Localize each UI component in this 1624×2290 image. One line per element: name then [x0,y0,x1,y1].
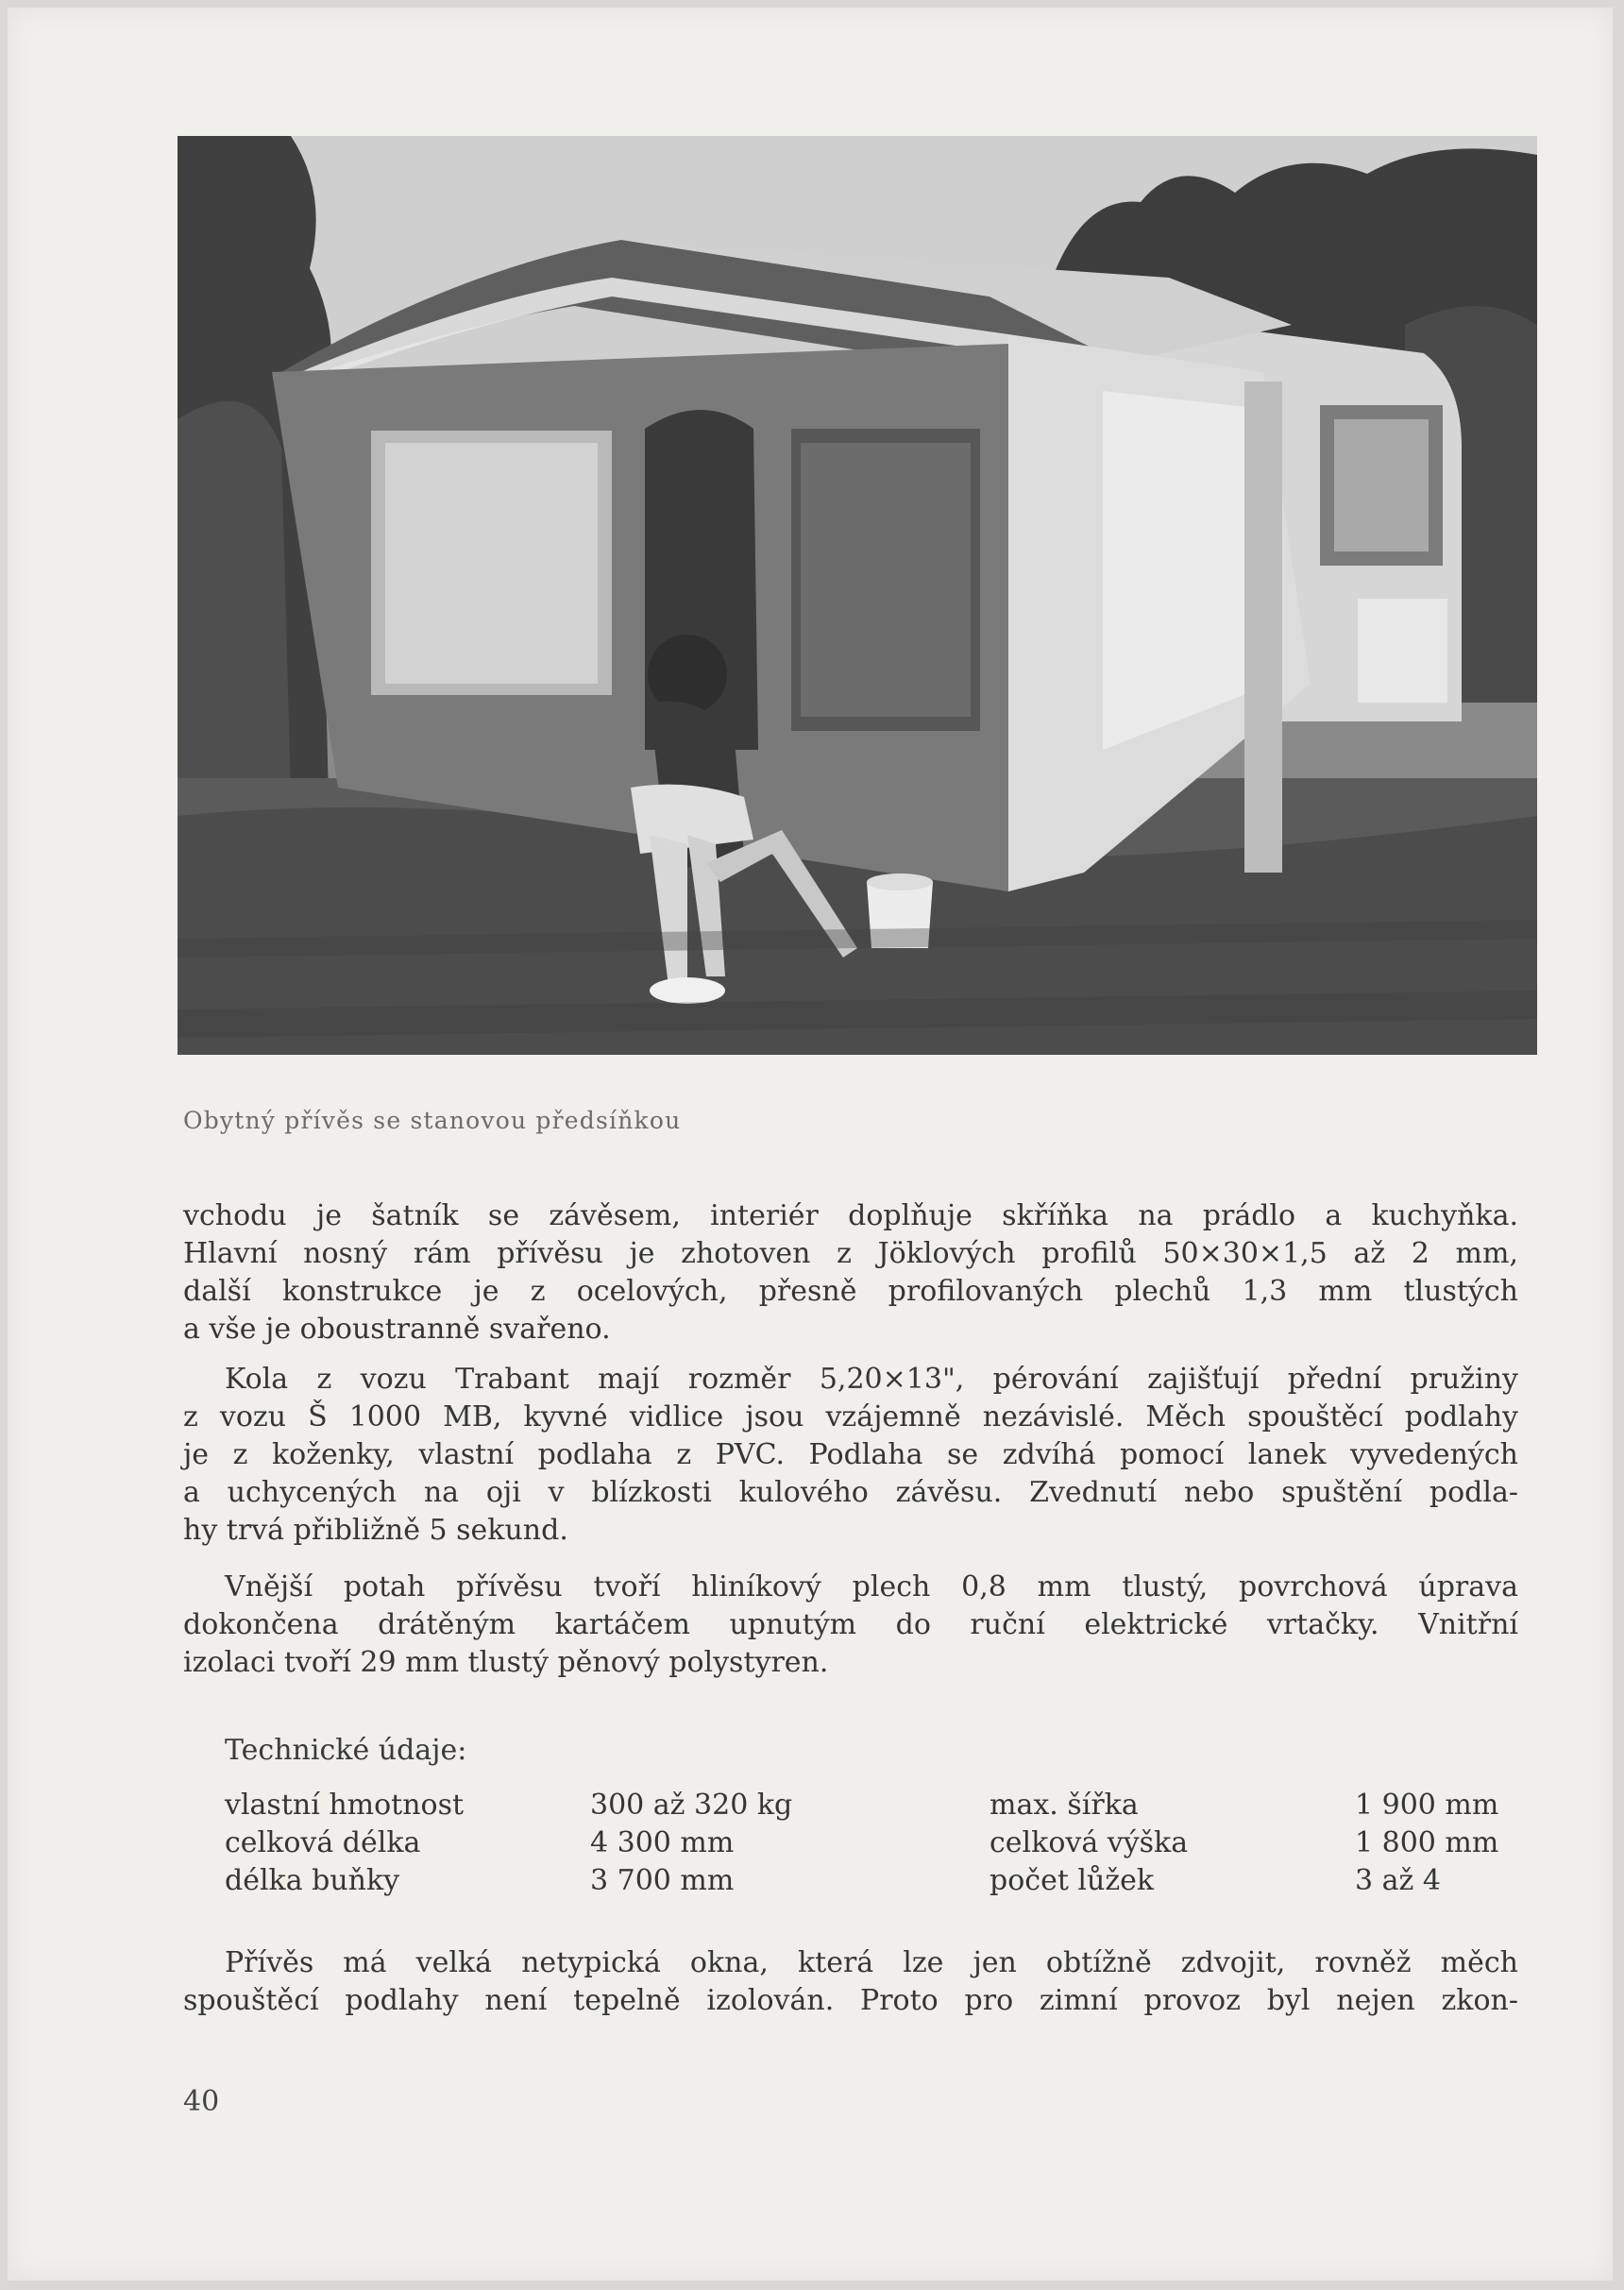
spec-row [225,1864,1518,1902]
text-line: dokončena drátěným kartáčem upnutým do ruční elektrické vrtačky. Vnitřní [183,1608,1518,1641]
spec-label: počet lůžek [990,1864,1155,1897]
spec-label: max. šířka [990,1789,1139,1822]
paragraph-4 [183,1944,1518,2020]
spec-value: 1 900 mm [1355,1789,1499,1822]
text-line: Kola z vozu Trabant mají rozměr 5,20×13", pérování zajišťují přední pružiny [225,1363,1518,1396]
technical-data-heading: Technické údaje: [225,1734,467,1767]
text-line: izolaci tvoří 29 mm tlustý pěnový polystyren. [183,1646,829,1679]
text-line: spouštěcí podlahy není tepelně izolován. Proto pro zimní provoz byl nejen zkon- [183,1984,1518,2017]
spec-value: 4 300 mm [590,1826,735,1859]
spec-row [225,1826,1518,1864]
paragraph-1 [183,1197,1518,1349]
spec-value: 3 700 mm [590,1864,735,1897]
caravan-awning-photo [178,136,1537,1055]
spec-label: celková výška [990,1826,1189,1859]
text-line: a uchycených na oji v blízkosti kulového závěsu. Zvednutí nebo spuštění podla- [183,1476,1518,1509]
spec-label: délka buňky [225,1864,400,1897]
paragraph-2 [183,1361,1518,1550]
text-line: z vozu Š 1000 MB, kyvné vidlice jsou vzájemně nezávislé. Měch spouštěcí podlahy [183,1400,1518,1433]
photo-caption: Obytný přívěs se stanovou předsíňkou [183,1107,682,1134]
text-line: Hlavní nosný rám přívěsu je zhotoven z Jöklových profilů 50×30×1,5 až 2 mm, [183,1237,1518,1270]
spec-value: 300 až 320 kg [590,1789,793,1822]
text-line: hy trvá přibližně 5 sekund. [183,1514,568,1547]
text-line: je z koženky, vlastní podlaha z PVC. Podlaha se zdvíhá pomocí lanek vyvedených [183,1438,1518,1471]
text-line: a vše je oboustranně svařeno. [183,1313,611,1346]
text-line: Vnější potah přívěsu tvoří hliníkový plech 0,8 mm tlustý, povrchová úprava [225,1570,1518,1603]
book-page [8,8,1613,2281]
spec-row [225,1789,1518,1826]
spec-label: celková délka [225,1826,421,1859]
text-line: vchodu je šatník se závěsem, interiér doplňuje skříňka na prádlo a kuchyňka. [183,1199,1518,1232]
technical-data-table [225,1789,1518,1902]
text-line: další konstrukce je z ocelových, přesně profilovaných plechů 1,3 mm tlustých [183,1275,1518,1308]
page-number: 40 [183,2085,220,2118]
spec-label: vlastní hmotnost [225,1789,465,1822]
paragraph-3 [183,1569,1518,1682]
spec-value: 3 až 4 [1355,1864,1441,1897]
spec-value: 1 800 mm [1355,1826,1499,1859]
text-line: Přívěs má velká netypická okna, která lze jen obtížně zdvojit, rovněž měch [225,1946,1518,1979]
